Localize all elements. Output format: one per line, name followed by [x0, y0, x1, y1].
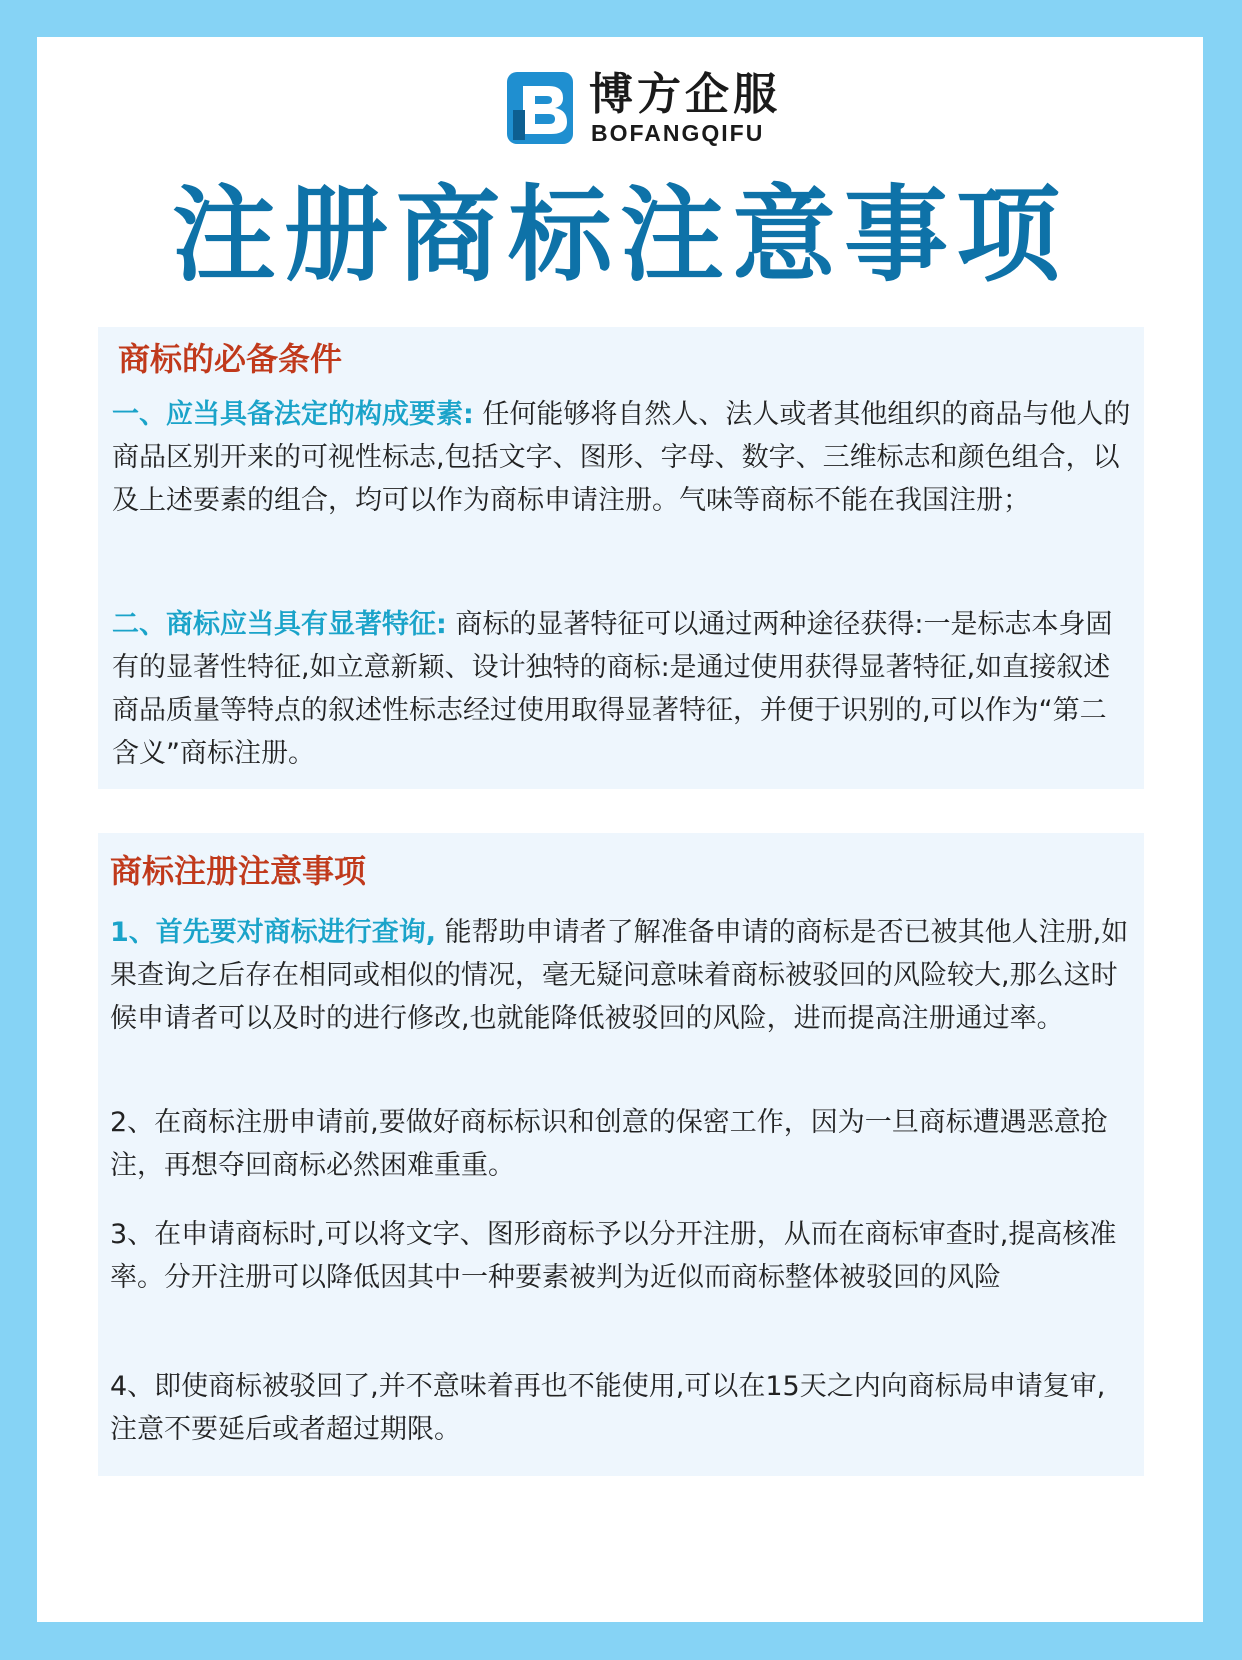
requirements-panel: [98, 327, 1144, 789]
paragraph-lead: 二、商标应当具有显著特征:: [112, 609, 447, 640]
paragraph: 4、即使商标被驳回了,并不意味着再也不能使用,可以在15天之内向商标局申请复审,注意不要延后或者超过期限。: [110, 1371, 1106, 1445]
section-title: 商标注册注意事项: [110, 852, 367, 890]
page-title: 注册商标注意事项: [171, 174, 1068, 296]
paragraph-text: 任何能够将自然人、法人或者其他组织的商品与他人的商品区别开来的可视性标志,包括文字、图形、字母、数字、三维标志和颜色组合，以及上述要素的组合，均可以作为商标申请注册。气味等商标不能在我国注册；: [112, 399, 1131, 516]
notes-panel: [98, 833, 1144, 1476]
paragraph-lead: 一、应当具备法定的构成要素:: [112, 399, 474, 430]
paragraph: [110, 911, 1130, 1040]
poster: [37, 37, 1203, 1622]
brand-name-en: BOFANGQIFU: [591, 120, 765, 146]
paragraph: 2、在商标注册申请前,要做好商标标识和创意的保密工作，因为一旦商标遭遇恶意抢注，再想夺回商标必然困难重重。: [110, 1107, 1108, 1181]
paragraph: [112, 603, 1132, 775]
paragraph-lead: 1、首先要对商标进行查询,: [110, 917, 437, 948]
logo-b-icon: [507, 70, 579, 146]
paragraph: [112, 393, 1132, 522]
paragraph-text: 商标的显著特征可以通过两种途径获得:一是标志本身固有的显著性特征,如立意新颖、设计独特的商标:是通过使用获得显著特征,如直接叙述商品质量等特点的叙述性标志经过使用取得显著特征，并便于识别的,可以作为“第二含义”商标注册。: [112, 609, 1113, 769]
brand-logo: [507, 70, 837, 150]
paragraph: 3、在申请商标时,可以将文字、图形商标予以分开注册，从而在商标审查时,提高核准率。分开注册可以降低因其中一种要素被判为近似而商标整体被驳回的风险: [110, 1219, 1117, 1293]
paragraph-text: 能帮助申请者了解准备申请的商标是否已被其他人注册,如果查询之后存在相同或相似的情况，毫无疑问意味着商标被驳回的风险较大,那么这时候申请者可以及时的进行修改,也就能降低被驳回的风险，进而提高注册通过率。: [110, 917, 1129, 1034]
section-title: 商标的必备条件: [118, 340, 343, 378]
brand-name-cn: 博方企服: [589, 69, 781, 120]
